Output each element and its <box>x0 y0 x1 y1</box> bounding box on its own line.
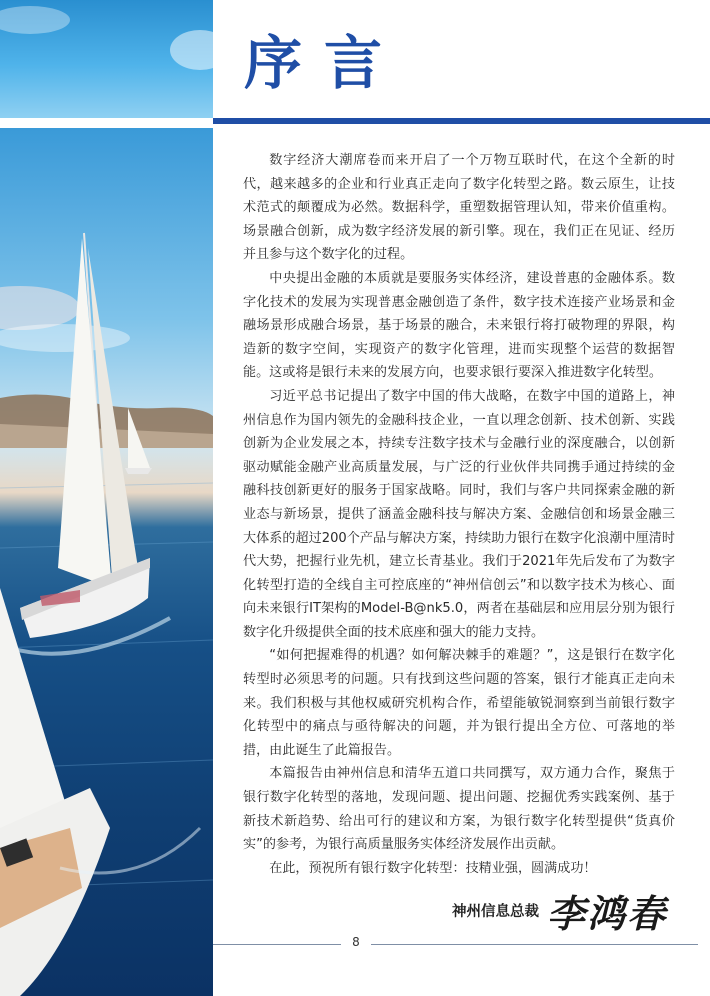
paragraph: 数字经济大潮席卷而来开启了一个万物互联时代，在这个全新的时代，越来越多的企业和行业真正走向了数字化转型之路。数云原生，让技术范式的颠覆成为必然。数据科学，重塑数据管理认知，带来价值重构。场景融合创新，成为数字经济发展的新引擎。现在，我们正在见证、经历并且参与这个数字化的过程。 <box>243 153 675 263</box>
page-title: 序言 <box>244 29 405 97</box>
paragraph: 本篇报告由神州信息和清华五道口共同撰写，双方通力合作，聚焦于银行数字化转型的落地，发现问题、提出问题、挖掘优秀实践案例、基于新技术新趋势、给出可行的建议和方案，为银行数字化转型提供“货真价实”的参考，为银行高质量服务实体经济发展作出贡献。 <box>243 766 675 853</box>
paragraph: “如何把握难得的机遇？如何解决棘手的难题？”，这是银行在数字化转型时必须思考的问题。只有找到这些问题的答案，银行才能真正走向未来。我们积极与其他权威研究机构合作，希望能敏锐洞察到当前银行数字化转型中的痛点与亟待解决的问题，并为银行提出全方位、可落地的举措，由此诞生了此篇报告。 <box>243 648 675 758</box>
footer-rule-left <box>213 944 341 945</box>
signature-name: 李鸿春 <box>547 890 668 936</box>
page-number: 8 <box>352 935 360 949</box>
paragraph: 习近平总书记提出了数字中国的伟大战略，在数字中国的道路上，神州信息作为国内领先的金融科技企业，一直以理念创新、技术创新、实践创新为企业发展之本，持续专注数字技术与金融行业的深度融合，以创新驱动赋能金融产业高质量发展，与广泛的行业伙伴共同携手通过持续的金融科技创新更好的服务于国家战略。同时，我们与客户共同探索金融的新业态与新场景，提供了涵盖金融科技与解决方案、金融信创和场景金融三大体系的超过200个产品与解决方案，持续助力银行在数字化浪潮中厘清时代大势，把握行业先机，建立长青基业。我们于2021年先后发布了为数字化转型打造的全线自主可控底座的“神州信创云”和以数字技术为核心、面向未来银行IT架构的Model-B@nk5.0，两者在基础层和应用层分别为银行数字化升级提供全面的技术底座和强大的能力支持。 <box>243 388 675 640</box>
sailboat-photo <box>0 128 213 996</box>
signature-title: 神州信息总裁 <box>452 903 539 920</box>
sky-photo-strip <box>0 0 213 118</box>
footer-rule-right <box>371 944 698 945</box>
paragraph: 在此，预祝所有银行数字化转型：技精业强，圆满成功！ <box>269 860 597 876</box>
preface-body <box>243 149 675 880</box>
title-divider <box>213 118 710 124</box>
paragraph: 中央提出金融的本质就是要服务实体经济，建设普惠的金融体系。数字化技术的发展为实现普惠金融创造了条件，数字技术连接产业场景和金融场景形成融合场景，基于场景的融合，未来银行将打破物理的界限，构造新的数字空间，实现资产的数字化管理，进而实现整个运营的数据智能。这或将是银行未来的发展方向，也要求银行要深入推进数字化转型。 <box>243 270 675 381</box>
signature-block <box>452 880 692 940</box>
